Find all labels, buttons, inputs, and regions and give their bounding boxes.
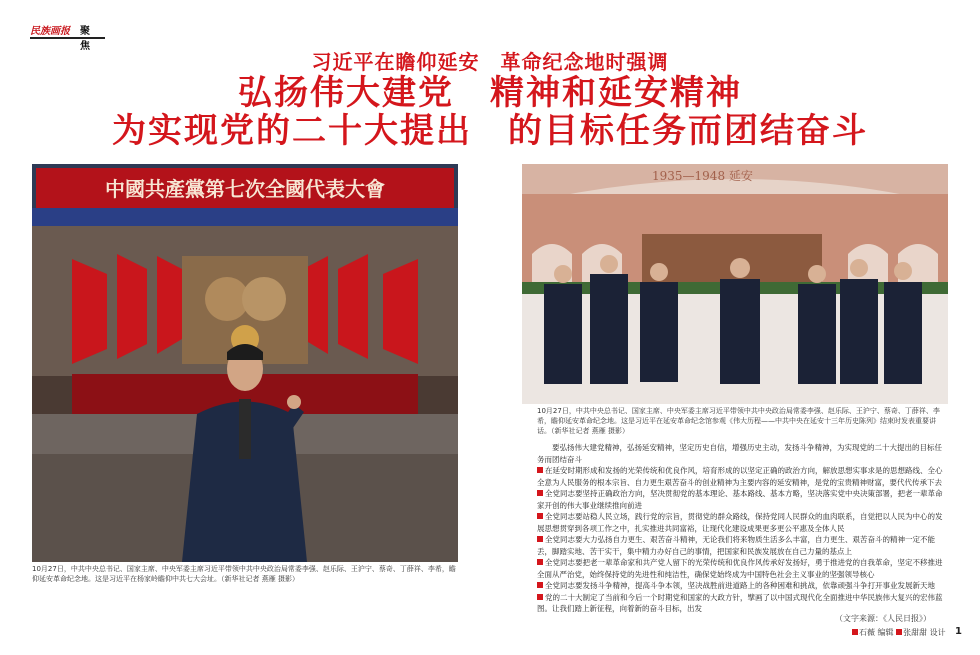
masthead-rule xyxy=(30,37,105,39)
magazine-logo: 民族画报 xyxy=(30,26,70,37)
text-source: （文字来源：《人民日报》） xyxy=(835,614,931,623)
credit-marker xyxy=(852,629,858,635)
editor-name: 石薇 xyxy=(859,628,875,637)
article-point: 全党同志要发扬斗争精神，提高斗争本领，坚决战胜前进道路上的各种困难和挑战，依靠顽强斗争打开事业发展新天地 xyxy=(537,580,947,592)
caption-right-photo: 10月27日，中共中央总书记、国家主席、中央军委主席习近平带领中共中央政治局常委李强、赵乐际、王沪宁、蔡奇、丁薛祥、李希，瞻仰延安革命纪念地。这是习近平在延安革命纪念馆参观《伟大历程——中共中央在延安十三年历史陈列》结束时发表重要讲话。（新华社记者 燕雁 摄影） xyxy=(537,407,940,435)
editor-role: 编辑 xyxy=(877,628,894,637)
photo-seventh-congress-hall xyxy=(32,164,458,562)
article-lead: 要弘扬伟大建党精神，弘扬延安精神，坚定历史自信，增强历史主动，发扬斗争精神，为实现党的二十大提出的目标任务而团结奋斗 xyxy=(537,443,942,464)
credits xyxy=(852,627,946,638)
banner-text: 中國共產黨第七次全國代表大會 xyxy=(105,177,385,201)
photo-yanan-memorial-hall xyxy=(522,164,948,404)
designer-role: 设计 xyxy=(929,628,946,637)
page-number: 1 xyxy=(955,626,962,637)
article-point: 党的二十大制定了当前和今后一个时期党和国家的大政方针，擘画了以中国式现代化全面推进中华民族伟大复兴的宏伟蓝图。让我们踏上新征程，向着新的奋斗目标，出发 xyxy=(537,592,947,615)
wall-text: 1935—1948 延安 xyxy=(652,169,753,183)
article-point: 在延安时期形成和发扬的光荣传统和优良作风，培育形成的以坚定正确的政治方向，解放思想实事求是的思想路线、全心全意为人民服务的根本宗旨、自力更生艰苦奋斗的创业精神为主要内容的延安精神，是党的宝贵精神财富，要代代传承下去 xyxy=(537,465,947,488)
congress-hall-illustration xyxy=(32,164,458,562)
kicker: 习近平在瞻仰延安 革命纪念地时强调 xyxy=(311,50,669,74)
memorial-hall-illustration xyxy=(522,164,948,404)
article-point: 全党同志要大力弘扬自力更生、艰苦奋斗精神，无论我们将来物质生活多么丰富，自力更生、艰苦奋斗的精神一定不能丢，脚踏实地、苦干实干，集中精力办好自己的事情，把国家和民族发展放在自己力量的基点上 xyxy=(537,534,947,557)
masthead xyxy=(30,22,105,52)
section-label: 聚 焦 xyxy=(80,26,94,52)
designer-name: 张甜甜 xyxy=(903,628,928,637)
article-point: 全党同志要站稳人民立场，践行党的宗旨，贯彻党的群众路线，保持党同人民群众的血肉联系，自觉把以人民为中心的发展思想贯穿到各项工作之中，扎实推进共同富裕，让现代化建设成果更多更公平惠及全体人民 xyxy=(537,511,947,534)
article-point: 全党同志要把老一辈革命家和共产党人留下的光荣传统和优良作风传承好发扬好，勇于推进党的自我革命，坚定不移推进全面从严治党，始终保持党的先进性和纯洁性，确保党始终成为中国特色社会主义事业的坚强领导核心 xyxy=(537,557,947,580)
credit-marker xyxy=(896,629,902,635)
caption-left-photo: 10月27日，中共中央总书记、国家主席、中央军委主席习近平带领中共中央政治局常委李强、赵乐际、王沪宁、蔡奇、丁薛祥、李希，瞻仰延安革命纪念地。这是习近平在杨家岭瞻仰中共七大会址。（新华社记者 燕雁 摄影） xyxy=(32,565,456,583)
headline-line-2: 为实现党的二十大提出 的目标任务而团结奋斗 xyxy=(112,111,868,151)
headline-line-1: 弘扬伟大建党 精神和延安精神 xyxy=(238,73,742,113)
article-point: 全党同志要坚持正确政治方向，坚决贯彻党的基本理论、基本路线、基本方略，坚决落实党中央决策部署，把老一辈革命家开创的伟大事业继续推向前进 xyxy=(537,488,947,511)
article-body xyxy=(537,442,947,615)
